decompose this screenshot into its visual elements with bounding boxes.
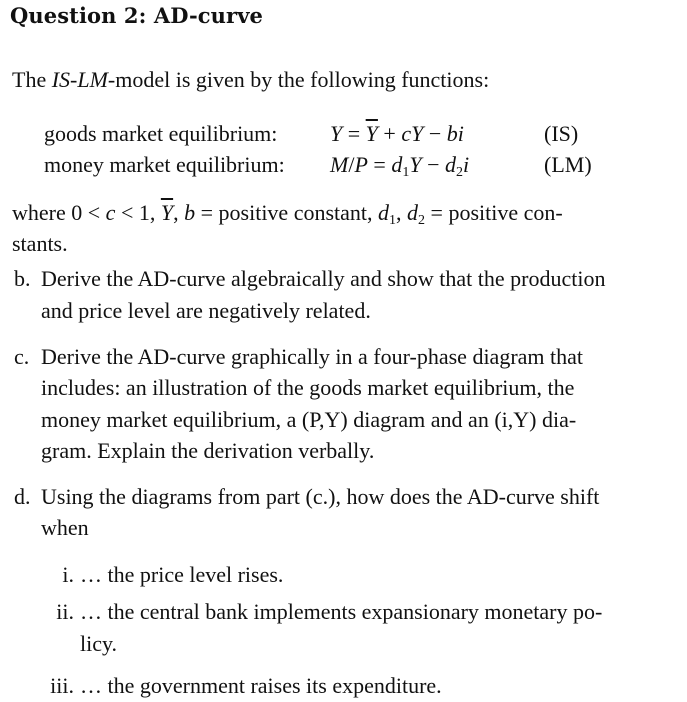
- part-d-line-1: Using the diagrams from part (c.), how does the AD-curve shift: [41, 484, 600, 509]
- part-c-line-3: money market equilibrium, a (P,Y) diagram and an (i,Y) dia-: [41, 407, 577, 432]
- part-c-line-2: includes: an illustration of the goods market equilibrium, the: [41, 375, 575, 400]
- is-equation-row: [44, 121, 277, 147]
- is-equation: $Y = \overline{Y}$ + cY − bi: [330, 121, 464, 146]
- part-c-label: c.: [14, 344, 30, 369]
- subitem-ii-label: ii.: [56, 599, 74, 624]
- part-c-line-1: Derive the AD-curve graphically in a four-phase diagram that: [41, 344, 584, 369]
- subitem-ii-text-1: … the central bank implements expansionary monetary po-: [80, 599, 603, 624]
- subitem-i-label: i.: [62, 562, 74, 587]
- intro-text: [12, 67, 489, 93]
- intro-tail: -model is given by the following functions:: [107, 67, 490, 92]
- where-positive-con: positive con-: [448, 200, 563, 225]
- lm-equation-label: money market equilibrium:: [44, 152, 285, 177]
- lm-equation-row: [44, 152, 285, 178]
- part-b-line-2: and price level are negatively related.: [41, 298, 371, 323]
- where-line: where 0 < c < 1, $\overline{Y}$, b = positive constant, $d_1$, $d_2$ = positive con-: [12, 200, 563, 228]
- subitem-iii-label: iii.: [50, 673, 74, 698]
- subitem-iii-text: … the government raises its expenditure.: [80, 673, 442, 698]
- part-b-label: b.: [14, 266, 31, 291]
- lm-equation: $M/P = d_1Y - d_2i$: [330, 152, 470, 180]
- is-equation-label: goods market equilibrium:: [44, 121, 278, 146]
- part-c-line-4: gram. Explain the derivation verbally.: [41, 438, 375, 463]
- where-continuation: stants.: [12, 231, 68, 256]
- intro-model: IS-LM: [51, 67, 108, 92]
- intro-lead: The: [12, 67, 52, 92]
- subitem-ii-text-2: licy.: [80, 631, 118, 656]
- subitem-i-text: … the price level rises.: [80, 562, 284, 587]
- where-word: where: [12, 200, 66, 225]
- lm-tag: (LM): [544, 152, 592, 177]
- where-constant-text: positive constant,: [218, 200, 373, 225]
- part-d-label: d.: [14, 484, 31, 509]
- is-tag: (IS): [544, 121, 579, 146]
- part-b-line-1: Derive the AD-curve algebraically and show that the production: [41, 266, 606, 291]
- part-d-line-2: when: [41, 515, 89, 540]
- question-title: Question 2: AD-curve: [10, 3, 263, 28]
